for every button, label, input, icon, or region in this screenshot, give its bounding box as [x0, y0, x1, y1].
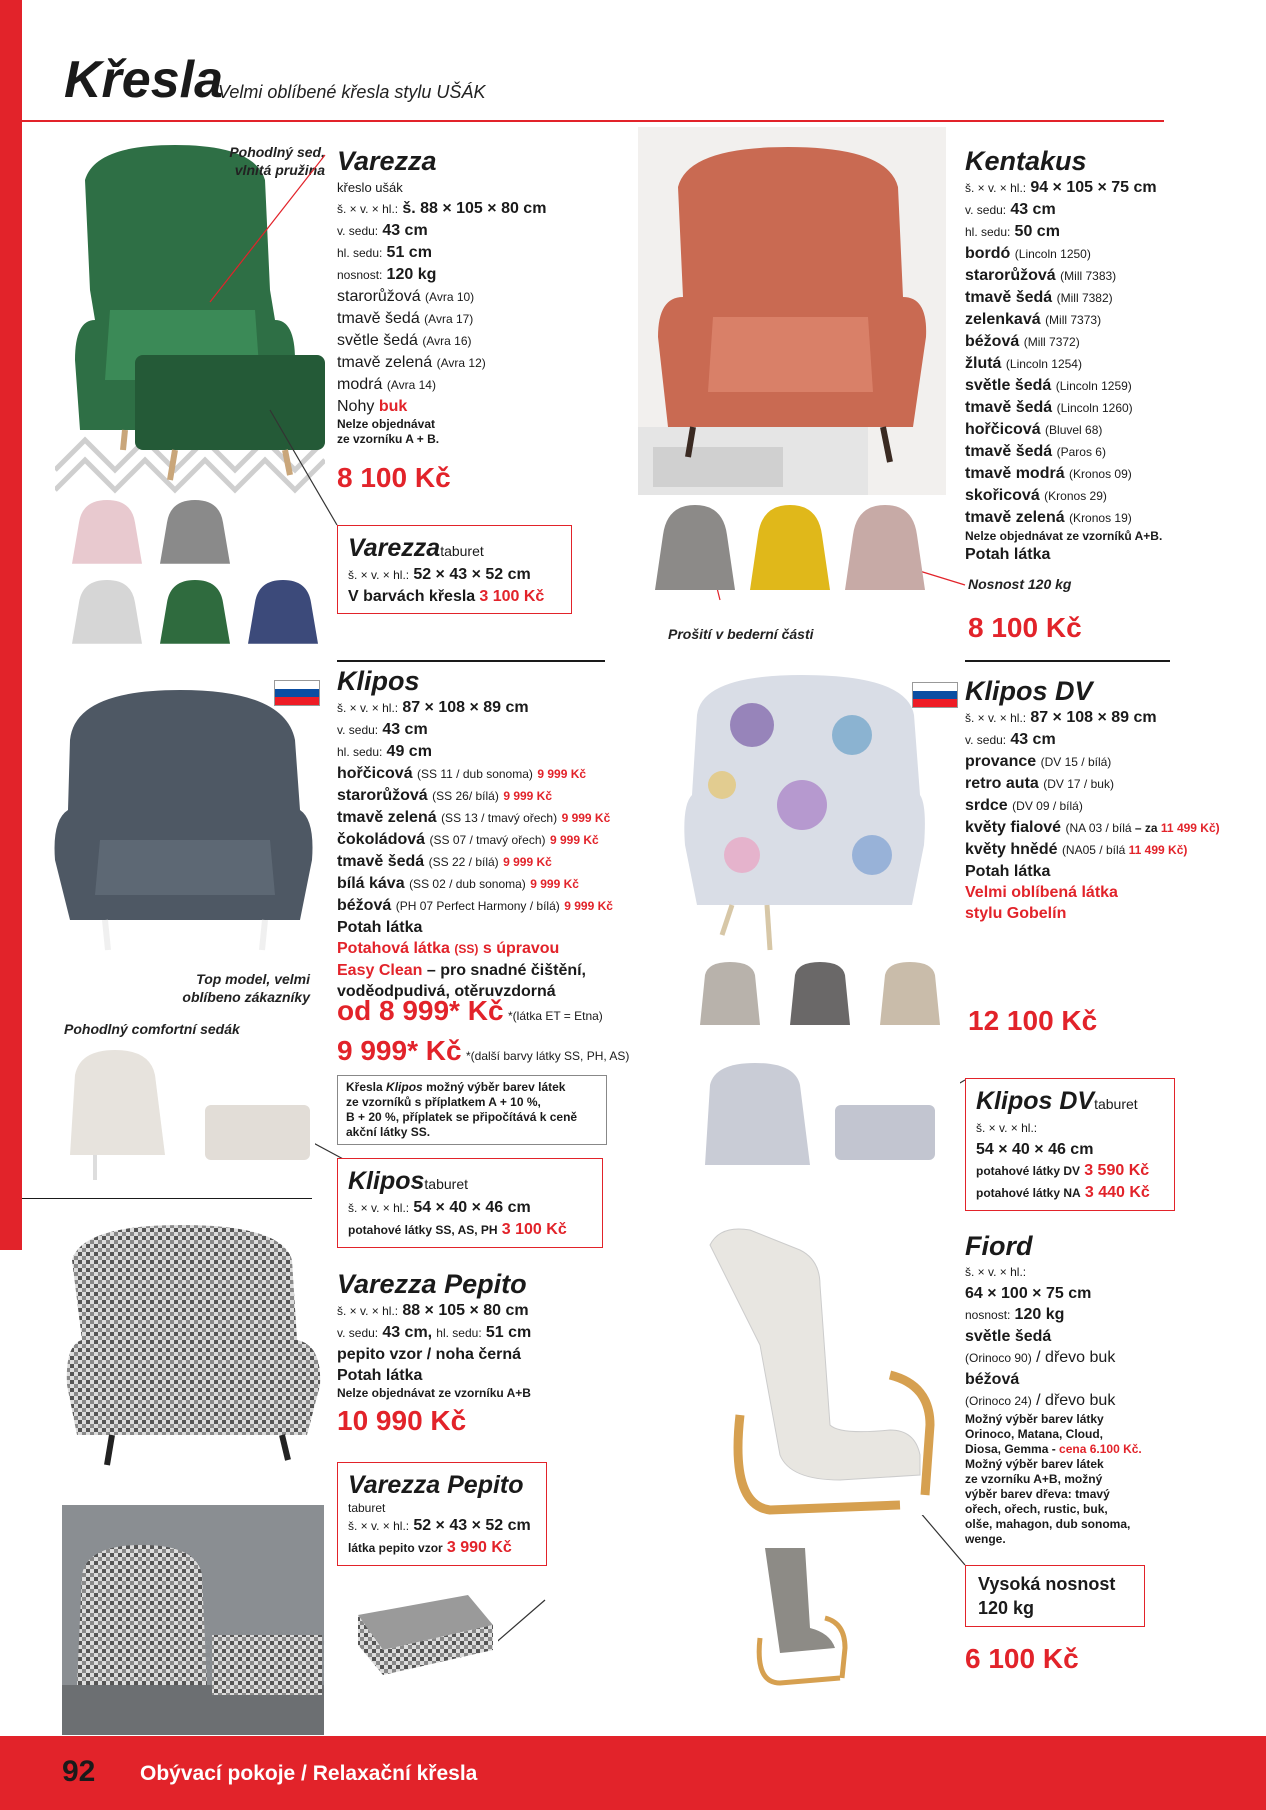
- klipos-price1-row: [337, 995, 603, 1027]
- klipos-seat-d: 49 cm: [386, 743, 432, 760]
- kentakus-load-note: Nosnost 120 kg: [968, 576, 1072, 592]
- varezza-color-item: tmavě šedá (Avra 17): [337, 310, 474, 327]
- klipos-set-image: [65, 1045, 315, 1195]
- fiord-name: Fiord: [965, 1231, 1033, 1261]
- kentakus-color-item: starorůžová (Mill 7383): [965, 267, 1117, 284]
- klipos-price2: 9 999* Kč: [337, 1035, 462, 1066]
- kentakus-seat-d: 50 cm: [1014, 223, 1060, 240]
- kentakus-color-swatch: [655, 505, 735, 590]
- klipos-price1: od 8 999* Kč: [337, 995, 504, 1026]
- klipos-dv-dims: 87 × 108 × 89 cm: [1030, 709, 1157, 726]
- kentakus-color-item: bordó (Lincoln 1250): [965, 245, 1091, 262]
- klipos-dv-color-item: retro auta (DV 17 / buk): [965, 775, 1114, 792]
- varezza-caption: Pohodlný sed, vlnitá pružina: [229, 144, 325, 178]
- flag-stripe: [913, 691, 957, 699]
- varezza-note: Nelze objednávat ze vzorníku A + B.: [337, 417, 440, 446]
- klipos-dv-set-image: [705, 1060, 960, 1190]
- varezza-type: křeslo ušák: [337, 180, 403, 195]
- kentakus-dims: 94 × 105 × 75 cm: [1030, 179, 1157, 196]
- varezza-taburet-box: Varezzataburet š. × v. × hl.: 52 × 43 × 52 cm V barvách křesla 3 100 Kč: [337, 525, 572, 614]
- klipos-color-item: tmavě šedá (SS 22 / bílá) 9 999 Kč: [337, 853, 552, 870]
- fiord-details: Fiord š. × v. × hl.: 64 × 100 × 75 cm nosnost: 120 kg světle šedá (Orinoco 90) / dřevo buk béžová (Orinoco 24) / dřevo buk Možný výběr barev látky Orinoco, Matana, Cloud, Diosa, Gemma - cena 6.100 Kč. Možný výběr barev látek ze vzorníku A+B, možný výběr barev dřeva: tmavý ořech, ořech, rustic, buk, olše, mahagon, dub sonoma, wenge.: [965, 1230, 1185, 1547]
- kentakus-color-swatch: [845, 505, 925, 590]
- varezza-color-item: tmavě zelená (Avra 12): [337, 354, 486, 371]
- slovakia-flag-icon: [274, 680, 320, 706]
- klipos-dv-taburet-box: Klipos DVtaburet š. × v. × hl.: 54 × 40 × 46 cm potahové látky DV 3 590 Kč potahové látky NA 3 440 Kč: [965, 1078, 1175, 1211]
- kentakus-color-item: žlutá (Lincoln 1254): [965, 355, 1082, 372]
- varezza-pepito-chair-image: [62, 1220, 324, 1470]
- slovakia-flag-icon: [912, 682, 958, 708]
- klipos-taburet-price: 3 100 Kč: [501, 1221, 567, 1238]
- fiord-note: Možný výběr barev látek ze vzorníku A+B, možný výběr barev dřeva: tmavý ořech, ořech, rustic, buk, olše, mahagon, dub sonoma, wenge.: [965, 1457, 1131, 1546]
- varezza-dims-label: š. × v. × hl.:: [337, 202, 399, 216]
- page-subtitle: Velmi oblíbené křesla stylu UŠÁK: [218, 82, 486, 102]
- varezza-seat-d-label: hl. sedu:: [337, 246, 383, 260]
- varezza-name: Varezza: [337, 146, 437, 176]
- page-number: 92: [62, 1755, 96, 1788]
- kentakus-price: 8 100 Kč: [968, 612, 1082, 643]
- klipos-fabric: Potah látka: [337, 919, 423, 936]
- fiord-color2: béžová: [965, 1371, 1020, 1388]
- fiord-chair-image: [690, 1225, 940, 1515]
- klipos-dv-color-item: květy hnědé (NA05 / bílá 11 499 Kč): [965, 841, 1188, 858]
- varezza-taburet-dims: 52 × 43 × 52 cm: [413, 566, 531, 583]
- klipos-dv-name: Klipos DV: [965, 676, 1093, 706]
- varezza-pepito-name: Varezza Pepito: [337, 1269, 527, 1299]
- divider: [965, 660, 1170, 662]
- footer-section: Obývací pokoje / Relaxační křesla: [140, 1762, 478, 1785]
- kentakus-color-item: béžová (Mill 7372): [965, 333, 1080, 350]
- klipos-color-item: čokoládová (SS 07 / tmavý ořech) 9 999 Kč: [337, 831, 599, 848]
- klipos-dv-fabric-note: Velmi oblíbená látka stylu Gobelín: [965, 884, 1118, 922]
- varezza-pepito-dims: 88 × 105 × 80 cm: [402, 1302, 529, 1319]
- klipos-dv-color-item: srdce (DV 09 / bílá): [965, 797, 1083, 814]
- klipos-dv-color-item: provance (DV 15 / bílá): [965, 753, 1112, 770]
- varezza-taburet-line: V barvách křesla: [348, 588, 476, 605]
- klipos-dims: 87 × 108 × 89 cm: [402, 699, 529, 716]
- varezza-seat-d: 51 cm: [386, 244, 432, 261]
- klipos-name: Klipos: [337, 666, 420, 696]
- kentakus-color-item: světle šedá (Lincoln 1259): [965, 377, 1132, 394]
- kentakus-color-item: skořicová (Kronos 29): [965, 487, 1107, 504]
- varezza-color-item: starorůžová (Avra 10): [337, 288, 475, 305]
- varezza-pepito-taburet-image: [348, 1585, 498, 1695]
- kentakus-color-swatch: [750, 505, 830, 590]
- varezza-pepito-pattern: pepito vzor / noha černá: [337, 1346, 522, 1363]
- fiord-color1: světle šedá: [965, 1328, 1052, 1345]
- kentakus-color-item: tmavě šedá (Mill 7382): [965, 289, 1113, 306]
- klipos-seat-h: 43 cm: [382, 721, 428, 738]
- kentakus-chair-image: [638, 127, 946, 495]
- varezza-pepito-room-image: [62, 1505, 324, 1735]
- fiord-gray-variant-image: [750, 1538, 850, 1688]
- varezza-dims: š. 88 × 105 × 80 cm: [402, 200, 547, 217]
- varezza-pepito-taburet-dims: 52 × 43 × 52 cm: [413, 1517, 531, 1534]
- klipos-dv-taburet-dims: 54 × 40 × 46 cm: [976, 1141, 1094, 1158]
- klipos-taburet-dims: 54 × 40 × 46 cm: [413, 1199, 531, 1216]
- varezza-taburet-name: Varezza: [348, 534, 441, 562]
- varezza-pepito-details: Varezza Pepito š. × v. × hl.: 88 × 105 × 80 cm v. sedu: 43 cm, hl. sedu: 51 cm pepito vzor / noha černá Potah látka Nelze objednávat ze vzorníku A+B: [337, 1268, 627, 1401]
- klipos-price2-row: [337, 1035, 629, 1067]
- kentakus-fabric: Potah látka: [965, 546, 1051, 563]
- varezza-load-label: nosnost:: [337, 268, 383, 282]
- klipos-price2-note: *(další barvy látky SS, PH, AS): [466, 1049, 630, 1063]
- flag-stripe: [275, 689, 319, 697]
- flag-stripe: [913, 699, 957, 707]
- klipos-dv-taburet-price1: 3 590 Kč: [1084, 1162, 1150, 1179]
- klipos-color-item: hořčicová (SS 11 / dub sonoma) 9 999 Kč: [337, 765, 587, 782]
- klipos-dv-taburet-price2: 3 440 Kč: [1084, 1184, 1150, 1201]
- varezza-legs: buk: [378, 398, 408, 415]
- klipos-caption-seat: Pohodlný comfortní sedák: [64, 1021, 240, 1037]
- page-title: Křesla: [64, 51, 223, 109]
- varezza-color-item: světle šedá (Avra 16): [337, 332, 472, 349]
- varezza-pepito-taburet-price: 3 990 Kč: [446, 1539, 512, 1556]
- varezza-pepito-fabric: Potah látka: [337, 1367, 423, 1384]
- varezza-load: 120 kg: [386, 266, 437, 283]
- varezza-color-item: modrá (Avra 14): [337, 376, 436, 393]
- klipos-color-item: bílá káva (SS 02 / dub sonoma) 9 999 Kč: [337, 875, 579, 892]
- kentakus-name: Kentakus: [965, 146, 1087, 176]
- klipos-color-item: béžová (PH 07 Perfect Harmony / bílá) 9 999 Kč: [337, 897, 613, 914]
- varezza-pepito-taburet-box: Varezza Pepito taburet š. × v. × hl.: 52 × 43 × 52 cm látka pepito vzor 3 990 Kč: [337, 1462, 547, 1566]
- klipos-price1-note: *(látka ET = Etna): [507, 1009, 603, 1023]
- varezza-price: 8 100 Kč: [337, 462, 451, 493]
- kentakus-details: Kentakus š. × v. × hl.: 94 × 105 × 75 cm v. sedu: 43 cm hl. sedu: 50 cm bordó (Lincoln 1250) starorůžová (Mill 7383) tmavě šedá (Mill 7382) zelenkavá (Mill 7373) béžová (Mill 7372) žlutá (Lincoln 1254) světle šedá (Lincoln 1259) tmavě šedá (Lincoln 1260) hořčicová (Bluvel 68) tmavě šedá (Paros 6) tmavě modrá (Kronos 09) skořicová (Kronos 29) tmavě zelená (Kronos 19) Nelze objednávat ze vzorníků A+B. Potah látka: [965, 145, 1245, 565]
- klipos-surcharge-box: Křesla Klipos možný výběr barev látek ze vzorníků s příplatkem A + 10 %, B + 20 %, příplatek se připočítává k ceně akční látky SS.: [337, 1075, 607, 1145]
- klipos-details: Klipos š. × v. × hl.: 87 × 108 × 89 cm v. sedu: 43 cm hl. sedu: 49 cm hořčicová (SS 11 / dub sonoma) 9 999 Kč starorůžová (SS 26/ bílá) 9 999 Kč tmavě zelená (SS 13 / tmavý ořech) 9 999 Kč čokoládová (SS 07 / tmavý ořech) 9 999 Kč tmavě šedá (SS 22 / bílá) 9 999 Kč bílá káva (SS 02 / dub sonoma) 9 999 Kč béžová (PH 07 Perfect Harmony / bílá) 9 999 Kč Potah látka Potahová látka (SS) s úpravou Easy Clean – pro snadné čištění, voděodpudivá, otěruvzdorná: [337, 665, 667, 1002]
- varezza-seat-h-label: v. sedu:: [337, 224, 379, 238]
- flag-stripe: [275, 697, 319, 705]
- kentakus-stitch-note: Prošití v bederní části: [668, 626, 814, 642]
- flag-stripe: [913, 683, 957, 691]
- klipos-caption-top: Top model, velmi oblíbeno zákazníky: [182, 971, 310, 1005]
- fiord-load-box: Vysoká nosnost 120 kg: [965, 1565, 1145, 1627]
- varezza-legs-label: Nohy: [337, 398, 375, 415]
- klipos-dv-details: Klipos DV š. × v. × hl.: 87 × 108 × 89 cm v. sedu: 43 cm provance (DV 15 / bílá) retro auta (DV 17 / buk) srdce (DV 09 / bílá) květy fialové (NA 03 / bílá – za 11 499 Kč) květy hnědé (NA05 / bílá 11 499 Kč) Potah látka Velmi oblíbená látka stylu Gobelín: [965, 675, 1265, 924]
- kentakus-color-item: zelenkavá (Mill 7373): [965, 311, 1102, 328]
- klipos-chair-image: [50, 680, 315, 965]
- klipos-dv-color-item: květy fialové (NA 03 / bílá – za 11 499 Kč): [965, 819, 1220, 836]
- kentakus-color-item: tmavě šedá (Lincoln 1260): [965, 399, 1133, 416]
- divider: [337, 660, 605, 662]
- klipos-taburet-box: Klipostaburet š. × v. × hl.: 54 × 40 × 46 cm potahové látky SS, AS, PH 3 100 Kč: [337, 1158, 603, 1248]
- kentakus-note: Nelze objednávat ze vzorníků A+B.: [965, 529, 1163, 543]
- divider: [22, 1198, 312, 1199]
- varezza-seat-h: 43 cm: [382, 222, 428, 239]
- klipos-dv-fabric: Potah látka: [965, 863, 1051, 880]
- klipos-color-item: starorůžová (SS 26/ bílá) 9 999 Kč: [337, 787, 553, 804]
- flag-stripe: [275, 681, 319, 689]
- varezza-pepito-price: 10 990 Kč: [337, 1405, 467, 1436]
- klipos-dv-chair-image: [682, 665, 927, 955]
- fiord-price: 6 100 Kč: [965, 1643, 1079, 1674]
- fiord-dims: 64 × 100 × 75 cm: [965, 1285, 1092, 1302]
- klipos-dv-variants: [700, 960, 950, 1040]
- varezza-taburet-price: 3 100 Kč: [479, 588, 545, 605]
- kentakus-color-item: tmavě zelená (Kronos 19): [965, 509, 1132, 526]
- kentakus-color-item: tmavě šedá (Paros 6): [965, 443, 1106, 460]
- kentakus-color-item: hořčicová (Bluvel 68): [965, 421, 1103, 438]
- kentakus-color-item: tmavě modrá (Kronos 09): [965, 465, 1132, 482]
- klipos-dv-seat-h: 43 cm: [1010, 731, 1056, 748]
- klipos-color-item: tmavě zelená (SS 13 / tmavý ořech) 9 999 Kč: [337, 809, 611, 826]
- kentakus-seat-h: 43 cm: [1010, 201, 1056, 218]
- kentakus-color-variants: [655, 505, 940, 605]
- varezza-pepito-note: Nelze objednávat ze vzorníku A+B: [337, 1386, 531, 1400]
- fiord-load: 120 kg: [1014, 1306, 1065, 1323]
- klipos-dv-price: 12 100 Kč: [968, 1005, 1098, 1036]
- varezza-taburet-suffix: taburet: [440, 543, 484, 559]
